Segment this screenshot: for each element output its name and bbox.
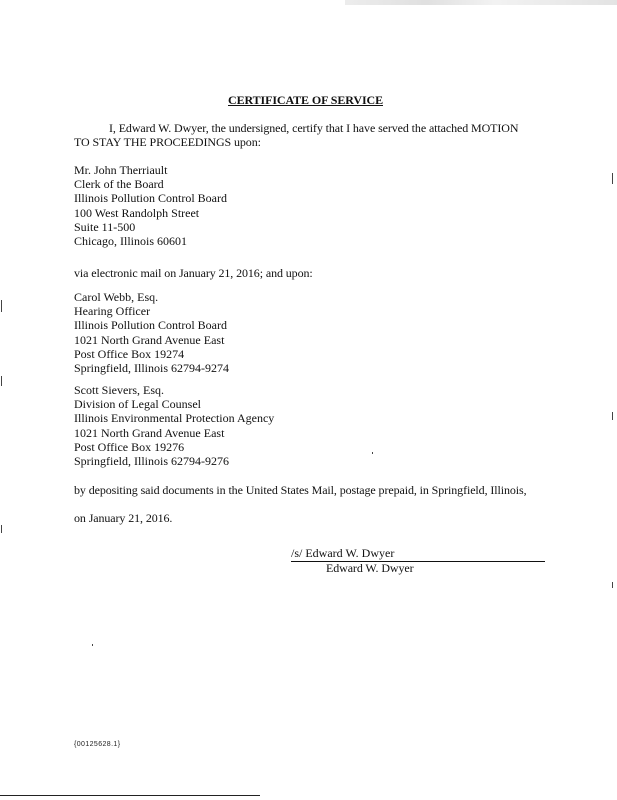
recipient-address-block xyxy=(74,290,229,375)
certificate-title: CERTIFICATE OF SERVICE xyxy=(228,93,383,107)
recipient-address-block xyxy=(74,163,227,248)
scan-speck xyxy=(612,582,613,588)
recipient-line: Illinois Pollution Control Board xyxy=(74,191,228,206)
mail-service-text: by depositing said documents in the United States Mail, postage prepaid, in Springfield, Illinois, xyxy=(74,483,527,497)
recipient-line: Division of Legal Counsel xyxy=(74,397,201,412)
intro-line-1: I, Edward W. Dwyer, the undersigned, certify that I have served the attached MOTION xyxy=(109,121,519,135)
recipient-line: Springfield, Illinois 62794-9274 xyxy=(74,361,229,376)
scan-speck xyxy=(1,376,2,386)
recipient-line: Springfield, Illinois 62794-9276 xyxy=(74,454,229,469)
signature-line xyxy=(291,545,545,562)
recipient-address-block xyxy=(74,383,274,468)
recipient-line: Post Office Box 19274 xyxy=(74,346,185,361)
recipient-line: Scott Sievers, Esq. xyxy=(74,383,164,397)
recipient-line: Carol Webb, Esq. xyxy=(74,290,159,304)
service-date-text: on January 21, 2016. xyxy=(74,511,173,525)
recipient-line: Mr. John Therriault xyxy=(74,163,168,177)
bottom-rule xyxy=(0,795,260,796)
recipient-line: Illinois Environmental Protection Agency xyxy=(74,411,275,426)
recipient-line: Chicago, Illinois 60601 xyxy=(74,234,187,249)
recipient-line: 1021 North Grand Avenue East xyxy=(74,425,225,440)
recipient-line: Suite 11-500 xyxy=(74,219,136,234)
scan-speck xyxy=(372,452,373,454)
scan-speck xyxy=(612,412,613,420)
recipient-line: 1021 North Grand Avenue East xyxy=(74,332,225,347)
recipient-line: Post Office Box 19276 xyxy=(74,439,185,454)
scan-speck xyxy=(1,525,2,533)
intro-line-2: TO STAY THE PROCEEDINGS upon: xyxy=(74,135,261,149)
signature-text: /s/ Edward W. Dwyer xyxy=(291,546,395,560)
recipient-line: 100 West Randolph Street xyxy=(74,205,200,220)
scan-speck xyxy=(612,173,613,184)
scan-speck xyxy=(1,300,2,312)
recipient-line: Hearing Officer xyxy=(74,304,151,319)
electronic-service-text: via electronic mail on January 21, 2016; and upon: xyxy=(74,266,313,280)
recipient-line: Clerk of the Board xyxy=(74,177,164,192)
document-code: {00125628.1} xyxy=(74,741,121,748)
scan-edge-artifact xyxy=(345,0,617,5)
signer-name: Edward W. Dwyer xyxy=(326,561,414,575)
recipient-line: Illinois Pollution Control Board xyxy=(74,318,228,333)
scan-speck xyxy=(92,644,93,646)
